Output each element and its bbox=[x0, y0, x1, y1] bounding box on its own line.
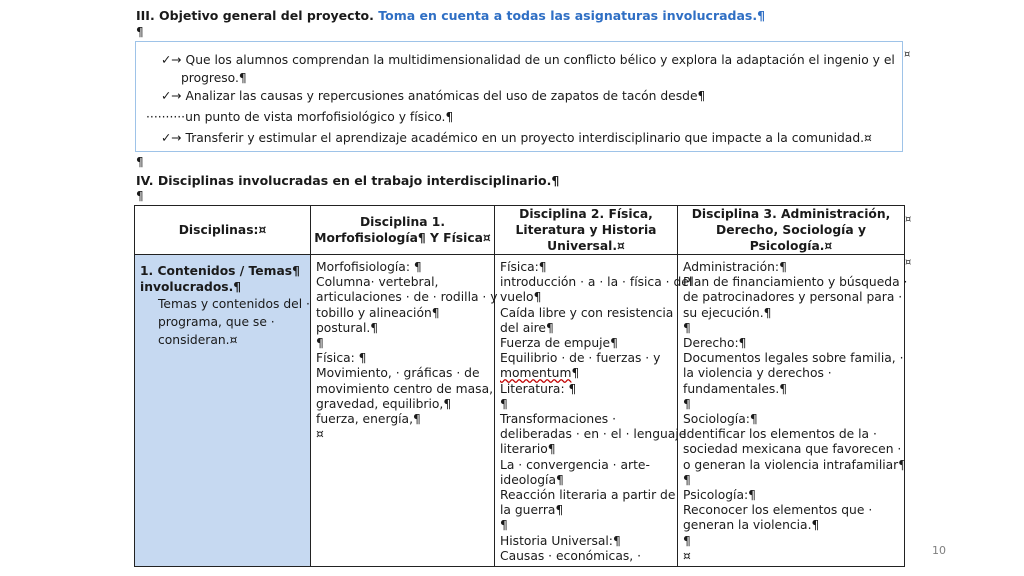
cell-line: Movimiento, · gráficas · de bbox=[316, 366, 480, 381]
disciplina-1-cell bbox=[311, 255, 498, 567]
cell-line: del aire¶ bbox=[500, 320, 554, 335]
cell-line: la violencia y derechos · bbox=[683, 366, 832, 381]
cell-line: Reconocer los elementos que · bbox=[683, 503, 873, 518]
section-4-heading: IV. Disciplinas involucradas en el trabajo interdisciplinario.¶ bbox=[136, 173, 560, 188]
table-row bbox=[135, 255, 905, 567]
cell-line: Historia Universal:¶ bbox=[500, 533, 621, 548]
cell-line: introducción · a · la · física · del bbox=[500, 275, 693, 290]
cell-line: Física: ¶ bbox=[316, 351, 367, 366]
cell-line: ¶ bbox=[683, 533, 691, 548]
cell-line: Identificar los elementos de la · bbox=[683, 427, 877, 442]
cell-line: postural.¶ bbox=[316, 320, 379, 335]
disciplina-3-content bbox=[678, 255, 908, 566]
cell-line: o generan la violencia intrafamiliar¶ bbox=[683, 457, 907, 472]
cell-line: Transformaciones · bbox=[500, 412, 616, 427]
section-3-heading bbox=[136, 8, 765, 23]
cell-line: movimiento centro de masa, bbox=[316, 381, 494, 396]
cell-line: La · convergencia · arte- bbox=[500, 457, 650, 472]
cell-line: Columna· vertebral, bbox=[316, 275, 439, 290]
cell-line: ¶ bbox=[500, 518, 508, 533]
cell-line: Derecho:¶ bbox=[683, 336, 747, 351]
objective-3-line1: ✓→ Transferir y estimular el aprendizaje académico en un proyecto interdisciplinario que impacte a la comunidad.¤ bbox=[161, 131, 872, 145]
disciplina-3-cell bbox=[678, 255, 908, 567]
cell-line: Literatura: ¶ bbox=[500, 381, 577, 396]
section-3-title: III. Objetivo general del proyecto. bbox=[136, 8, 374, 23]
disciplina-2-content bbox=[495, 255, 693, 566]
cell-line: deliberadas · en · el · lenguaje bbox=[500, 427, 687, 442]
cell-line: Psicología:¶ bbox=[683, 488, 756, 503]
objective-1-line2: progreso.¶ bbox=[181, 71, 247, 85]
row-label-sub-3: consideran.¤ bbox=[158, 333, 238, 347]
row-label-sub-1: Temas y contenidos del · bbox=[158, 297, 310, 311]
row-end-marker: ¤ bbox=[905, 214, 912, 225]
cell-line: articulaciones · de · rodilla · y bbox=[316, 290, 498, 305]
cell-line: su ejecución.¶ bbox=[683, 305, 772, 320]
pilcrow: ¶ bbox=[136, 155, 144, 169]
cell-line: Administración:¶ bbox=[683, 260, 787, 274]
cell-line: Física:¶ bbox=[500, 260, 547, 274]
header-disciplina-3: Disciplina 3. Administración, Derecho, Sociología y Psicología.¤ bbox=[678, 206, 905, 255]
pilcrow: ¶ bbox=[136, 189, 144, 203]
cell-line: literario¶ bbox=[500, 442, 556, 457]
row-label-title-2: involucrados.¶ bbox=[140, 280, 242, 294]
cell-line: la guerra¶ bbox=[500, 503, 564, 518]
cell-line: Fuerza de empuje¶ bbox=[500, 336, 618, 351]
cell-line: ¤ bbox=[316, 427, 324, 442]
cell-line: fuerza, energía,¶ bbox=[316, 412, 421, 427]
cell-line: ¶ bbox=[683, 472, 691, 487]
row-label-sub-2: programa, que se · bbox=[158, 315, 275, 329]
cell-line: ¶ bbox=[500, 396, 508, 411]
cell-line: Caída libre y con resistencia bbox=[500, 305, 674, 320]
cell-line: ¶ bbox=[316, 336, 324, 351]
cell-line: generan la violencia.¶ bbox=[683, 518, 820, 533]
cell-line: ¤ bbox=[683, 548, 691, 563]
header-disciplinas: Disciplinas:¤ bbox=[135, 206, 311, 255]
objective-1-line1: ✓→ Que los alumnos comprendan la multidimensionalidad de un conflicto bélico y explora la adaptación el ingenio y el bbox=[161, 53, 895, 67]
table-header-row bbox=[135, 206, 905, 255]
pilcrow: ¶ bbox=[136, 25, 144, 39]
header-disciplina-2: Disciplina 2. Física, Literatura y Historia Universal.¤ bbox=[495, 206, 678, 255]
row-label-title-1: 1. Contenidos / Temas¶ bbox=[140, 264, 300, 278]
cell-line: fundamentales.¶ bbox=[683, 381, 788, 396]
row-end-marker: ¤ bbox=[905, 257, 912, 268]
header-disciplina-1: Disciplina 1. Morfofisiología¶ Y Física¤ bbox=[311, 206, 495, 255]
disciplines-table bbox=[134, 205, 908, 567]
cell-line: Equilibrio · de · fuerzas · y bbox=[500, 351, 661, 366]
objective-2-line1: ✓→ Analizar las causas y repercusiones anatómicas del uso de zapatos de tacón desde¶ bbox=[161, 89, 706, 103]
objective-2-line2: ··········un punto de vista morfofisiológico y físico.¶ bbox=[146, 110, 454, 124]
cell-line: Sociología:¶ bbox=[683, 412, 758, 427]
page-number: 10 bbox=[932, 544, 946, 557]
cell-line: Plan de financiamiento y búsqueda · bbox=[683, 275, 908, 290]
cell-line: ¶ bbox=[683, 320, 691, 335]
cell-line: ideología¶ bbox=[500, 472, 564, 487]
cell-end-marker: ¤ bbox=[904, 49, 911, 60]
cell-line: tobillo y alineación¶ bbox=[316, 305, 440, 320]
cell-line: Documentos legales sobre familia, · bbox=[683, 351, 904, 366]
cell-line: ¶ bbox=[683, 396, 691, 411]
cell-line: Morfofisiología: ¶ bbox=[316, 260, 422, 274]
row-label-cell bbox=[135, 255, 311, 567]
cell-line: sociedad mexicana que favorecen · bbox=[683, 442, 902, 457]
cell-line: momentum¶ bbox=[500, 366, 580, 381]
disciplina-2-cell bbox=[495, 255, 693, 567]
section-3-note: Toma en cuenta a todas las asignaturas involucradas.¶ bbox=[378, 8, 766, 23]
cell-line: de patrocinadores y personal para · bbox=[683, 290, 903, 305]
cell-line: Causas · económicas, · bbox=[500, 548, 641, 563]
cell-line: vuelo¶ bbox=[500, 290, 542, 305]
disciplina-1-content bbox=[311, 255, 498, 566]
cell-line: gravedad, equilibrio,¶ bbox=[316, 396, 452, 411]
cell-line: Reacción literaria a partir de bbox=[500, 488, 676, 503]
